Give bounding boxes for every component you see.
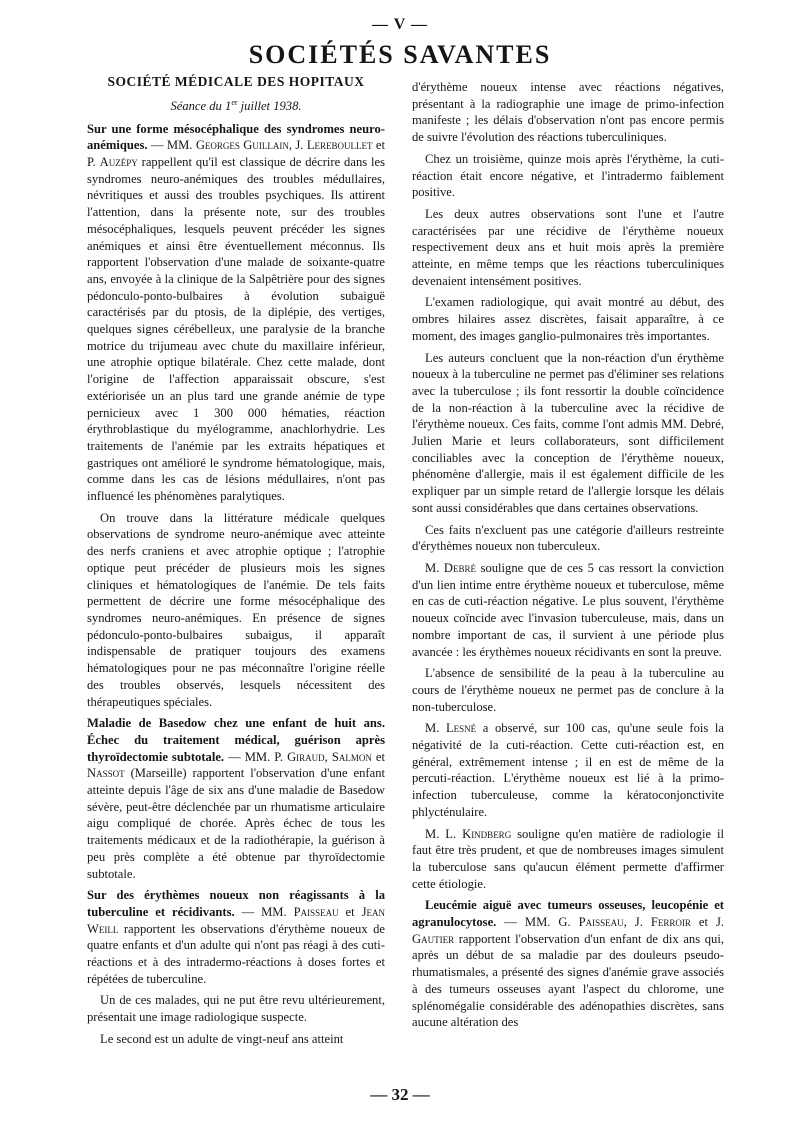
article-title: Leucémie aiguë avec tumeurs osseuses, leucopénie et agranulocytose. [412,898,724,930]
article-title: Sur une forme mésocéphalique des syndromes neuro-anémiques. [87,121,385,153]
session-date-suffix: juillet 1938. [237,98,302,113]
session-date-sup: er [231,97,238,107]
author-name: Georges Guillain [195,138,289,153]
author-sep: et [338,904,362,919]
society-title: SOCIÉTÉ MÉDICALE DES HOPITAUX [107,74,365,89]
article-body: rapportent l'observation d'un enfant de dix ans qui, après un début de sa maladie par des douleurs pseudo-rhumatismales, a présenté des signes d'anémie grave associés à des tumeurs osseuses ayant l'aspect du chlorome, une splénomégalie considérable des adénopathies discrètes, sans aucune altération des [412,931,724,1030]
paragraph: Le second est un adulte de vingt-neuf ans atteint [100,1031,344,1046]
author-name: Paisseau [578,915,624,930]
paragraph-body: souligne que de ces 5 cas ressort la conviction d'un lien intime entre érythème noueux et tuberculose, même en cas de cuti-réaction négative. Le plus souvent, l'érythème noueux coïncide avec l'invasion tuberculeuse, mais, dans un nombre important de cas, il survient à une période plus avancée : les érythèmes noueux récidivants en sont la preuve. [412,560,724,659]
author-sep: et J. [690,915,724,930]
author-name: Kindberg [462,826,512,841]
paragraph: L'absence de sensibilité de la peau à la tuberculine au cours de l'érythème noueux ne permet pas de conclure à la non-tuberculose. [412,666,724,714]
author-name: Gautier [412,931,455,946]
author-sep: et [371,749,385,764]
author-prefix: M. [425,560,444,575]
author-prefix: M. L. [425,826,463,841]
session-date [87,95,385,115]
paragraph: Les deux autres observations sont l'une et l'autre caractérisées par une récidive de l'érythème noueux respectivement deux ans et huit mois après la première atteinte, en même temps que les réactions tuberculiniques devenaient intensément positives. [412,206,724,288]
article-body: rapportent les observations d'érythème noueux de quatre enfants et d'un adulte qui n'ont pas réagi à des cuti-réactions et à des intradermo-réactions à doses fortes et répétées de tuberculine. [87,921,385,986]
paragraph-body: a observé, sur 100 cas, qu'une seule fois la négativité de la cuti-réaction. Cette cuti-réaction est, en général, extrêmement intense ; il en est de même de la percuti-réaction. L'érythème noueux est lié à la primo-infection tuberculeuse, comme la kératoconjonctivite phlycténulaire. [412,721,725,819]
author-sep: , J. [288,138,307,153]
author-prefix: — MM. G. [496,915,579,930]
paragraph-lesne [412,720,724,820]
article-mesocephalique [87,121,385,505]
author-prefix: M. [425,721,446,736]
paragraph: On trouve dans la littérature médicale quelques observations de syndrome neuro-anémique avec atteinte des nerfs craniens et avec atrophie optique ; l'atrophie optique peut précéder de plusieurs mois les signes cliniques et hématologiques de l'anémie. De tels faits permettent de décrire une forme mésocéphalique des syndromes neuro-anémiques. En présence de signes pédonculo-ponto-bulbaires subaigus, il apparaît indispensable de pratiquer toujours des examens hématologiques pour ne pas méconnaître l'origine réelle des troubles observés, lesquels nécessitent des thérapeutiques spéciales. [87,510,385,709]
paragraph: d'érythème noueux intense avec réactions négatives, présentant à la radiographie une image de primo-infection manifeste ; les délais d'observation n'ont pas encore permis de suivre l'évolution des réactions tuberculiniques. [412,80,724,145]
paragraph-body: souligne qu'en matière de radiologie il faut être très prudent, et que de nombreuses images simulent la tuberculose sans qu'aucun élément permette d'affirmer cette étiologie. [412,826,725,891]
paragraph: L'examen radiologique, qui avait montré au début, des ombres hilaires assez discrètes, faisait apparaître, à ce moment, des images ganglio-pulmonaires très importantes. [412,295,724,343]
session-date-prefix: Séance du 1 [170,98,232,113]
author-sep: et P. [87,138,385,169]
author-name: Paisseau [293,904,339,919]
author-name: Auzépy [99,155,138,169]
article-body: rappellent qu'il est classique de décrire dans les syndromes neuro-anémiques des troubles médullaires, névritiques et aussi des troubles psychiques. Ils attirent l'attention, dans la présente note, sur des troubles mésocéphaliques, lesquels peuvent précéder les signes anémiques et ainsi être éventuellement méconnus. Ils rapportent l'observation d'une malade de soixante-quatre ans, envoyée à la clinique de la Salpêtrière pour des signes pédonculo-ponto-bulbaires à évolution subaiguë caractérisés par du ptosis, de la diplépie, des vertiges, quelques signes cérébelleux, une paralysie de la branche motrice du trijumeau avec chute du maxillaire inférieur, une atrophie optique bilatérale. Chez cette malade, dont l'origine de l'affection apparaissait obscure, s'est extériorisée un an plus tard une grande anémie de type pernicieux avec 1 300 000 hématies, réaction érythroblastique du myélogramme, anachlorhydrie. Les traitements de l'anémie par les extraits hépatiques et gastriques ont amélioré le syndrome hématologique, mais, comme dans les cas de lésions médullaires, n'ont pas influencé les phénomènes paralytiques. [87,155,386,504]
left-column [87,74,385,1053]
author-name: Jean Weill [87,904,385,936]
paragraph: Un de ces malades, qui ne put être revu ultérieurement, présentait une image radiologique suspecte. [87,993,385,1025]
author-prefix: — MM. [234,904,294,919]
article-basedow [87,715,385,882]
section-roman-numeral: — V — [372,16,428,33]
article-body: (Marseille) rapportent l'observation d'une enfant atteinte depuis l'âge de six ans d'une maladie de Basedow sévère, peut-être déclenchée par un rhumatisme articulaire aigu compliqué de chorée. Après échec de tous les traitements médicaux et de la radiothérapie, la guérison à peu près complète a été obtenue par thyroïdectomie subtotale. [87,766,385,881]
author-name: Lereboullet [306,138,373,153]
paragraph: Les auteurs concluent que la non-réaction d'un érythème noueux à la tuberculine ne permet pas d'éliminer ses relations avec la tuberculose ; ils font ressortir la double coïncidence de la non-réaction à la tuberculine avec la récidive de l'érythème noueux. Ces faits, comme l'ont admis MM. Debré, Julien Marie et leurs collaborateurs, sont difficilement conciliables avec la conception de l'érythème noueux, phénomène d'allergie, mais il est également difficile de les expliquer par un simple retard de l'allergie lorsque les délais sont aussi considérables que dans certaines observations. [412,350,724,515]
author-name: Debré [443,560,477,575]
paragraph: Chez un troisième, quinze mois après l'érythème, la cuti-réaction était encore négative, et l'intradermo faiblement positive. [412,151,724,200]
author-name: Lesné [445,721,477,736]
right-column [412,79,724,1036]
author-name: Ferroir [650,915,691,930]
paragraph-kindberg [412,826,724,893]
article-title: Sur des érythèmes noueux non réagissants à la tuberculine et récidivants. [87,888,385,919]
paragraph: Ces faits n'excluent pas une catégorie d'ailleurs restreinte d'érythèmes noueux non tuberculeux. [412,522,724,554]
author-name: Giraud [287,749,325,764]
article-leucemie [412,897,724,1031]
article-title: Maladie de Basedow chez une enfant de huit ans. Échec du traitement médical, guérison après thyroïdectomie subtotale. [87,716,385,764]
author-sep: , [324,749,332,764]
author-prefix: — MM. [147,138,196,153]
author-sep: , J. [623,915,651,930]
section-banner: SOCIÉTÉS SAVANTES [248,40,552,69]
author-prefix: — MM. P. [224,749,288,764]
article-erythemes [87,887,385,987]
page-number: — 32 — [370,1085,430,1104]
author-name: Salmon [331,749,372,764]
paragraph-debre [412,560,724,660]
author-name: Nassot [87,766,125,781]
